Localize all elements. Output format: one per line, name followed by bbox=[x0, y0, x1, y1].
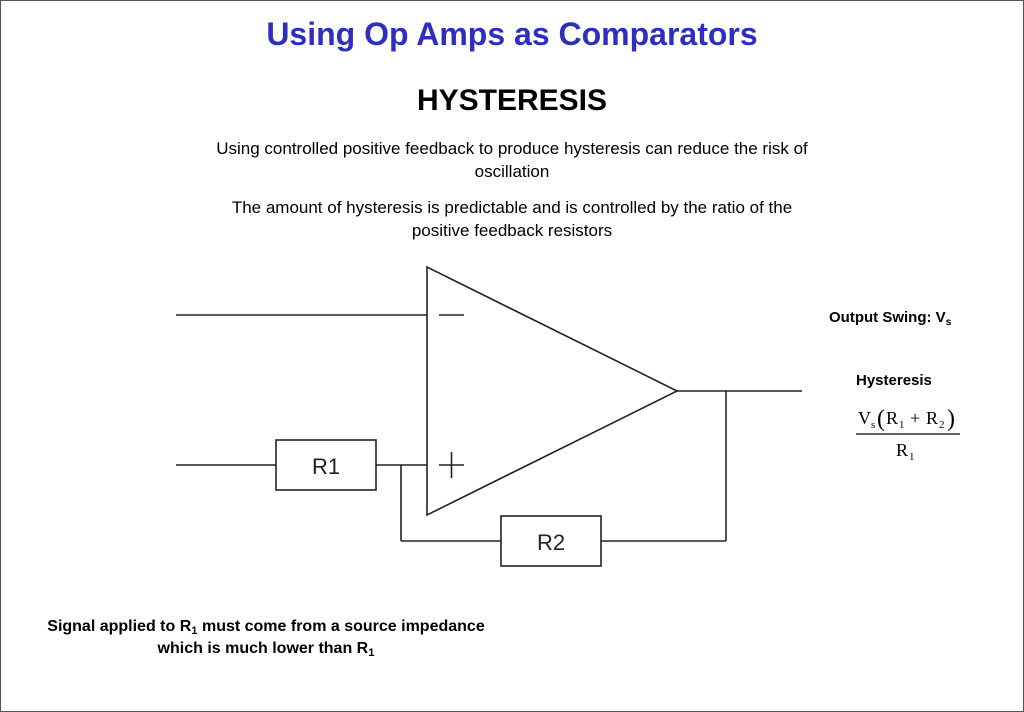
note-sub-1: 1 bbox=[191, 625, 198, 637]
op-amp-triangle bbox=[427, 267, 677, 515]
output-swing-sub: s bbox=[945, 316, 952, 328]
source-impedance-note bbox=[40, 616, 492, 660]
formula-r1-sub: 1 bbox=[899, 419, 905, 431]
note-text-2: must come from a source impedance which is much lower than R bbox=[157, 618, 485, 657]
formula-r2: R bbox=[926, 408, 939, 428]
resistor-r2-label: R2 bbox=[536, 530, 566, 555]
note-text-1: Signal applied to R bbox=[47, 618, 192, 635]
formula-r1: R bbox=[886, 408, 899, 428]
note-sub-2: 1 bbox=[368, 647, 375, 659]
output-swing-label bbox=[829, 309, 952, 326]
formula-den-r: R bbox=[896, 440, 909, 460]
formula-v-sub: s bbox=[871, 419, 876, 431]
plus-sign-icon bbox=[439, 452, 464, 478]
hysteresis-label: Hysteresis bbox=[856, 372, 932, 389]
paragraph-ratio: The amount of hysteresis is predictable and is controlled by the ratio of the positive feedback resistors bbox=[231, 198, 793, 240]
formula-open-paren: ( bbox=[877, 406, 885, 432]
slide-subtitle: HYSTERESIS bbox=[416, 84, 608, 117]
formula-plus: + bbox=[910, 408, 921, 428]
paragraph-feedback: Using controlled positive feedback to produce hysteresis can reduce the risk of oscillation bbox=[216, 139, 808, 181]
output-swing-text: Output Swing: V bbox=[829, 309, 946, 326]
slide-title: Using Op Amps as Comparators bbox=[266, 16, 758, 52]
resistor-r1-label: R1 bbox=[311, 454, 341, 479]
formula-r2-sub: 2 bbox=[939, 419, 945, 431]
formula-close-paren: ) bbox=[947, 406, 955, 432]
formula-v: V bbox=[858, 408, 871, 428]
hysteresis-formula bbox=[856, 406, 960, 463]
formula-den-r-sub: 1 bbox=[909, 451, 915, 463]
